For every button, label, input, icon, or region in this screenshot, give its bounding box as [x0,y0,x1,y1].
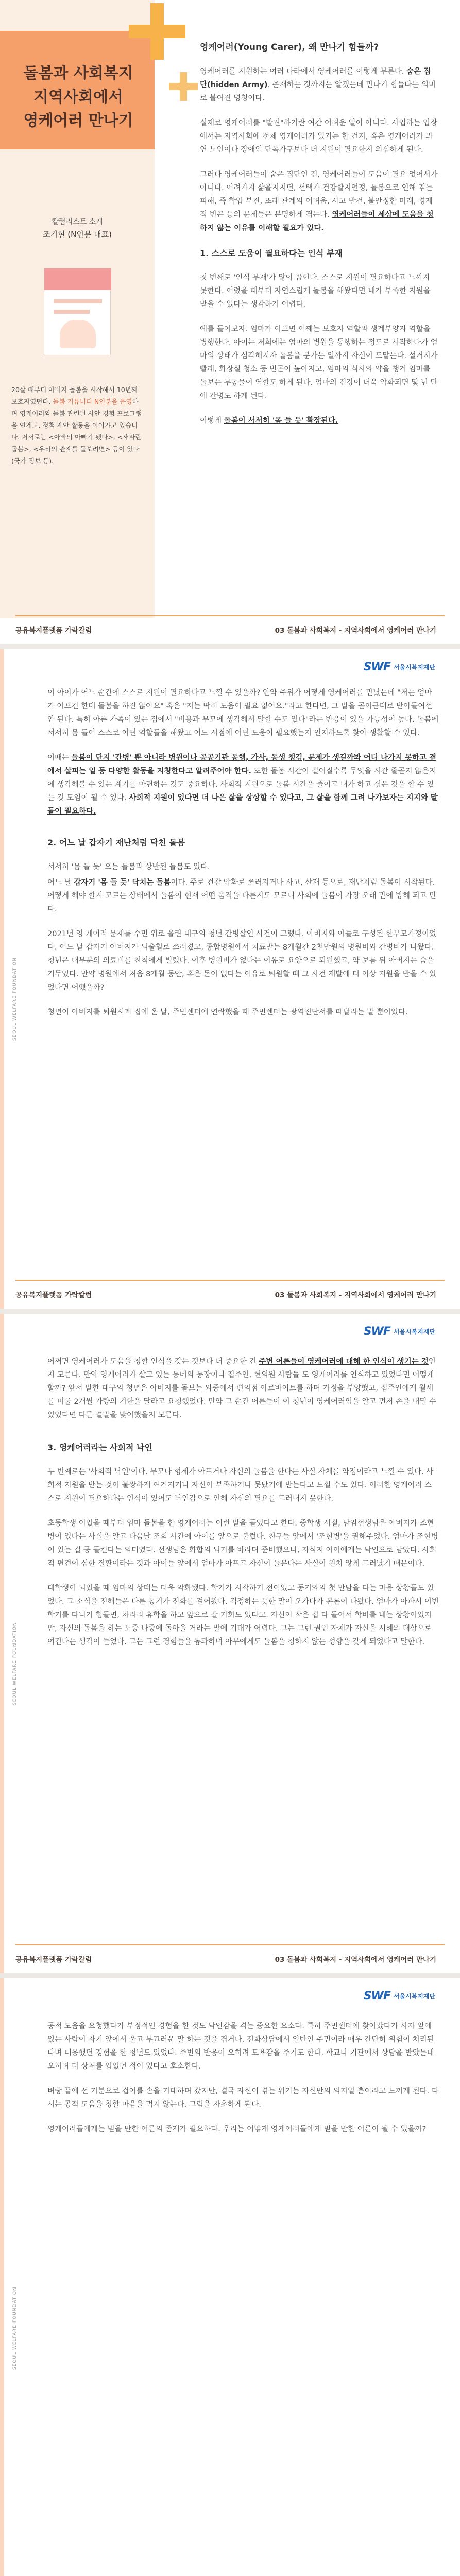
paragraph: 초등학생 이었을 때부터 엄마 돌봄을 한 영케어러는 이런 말을 들었다고 한다. 중학생 시절, 담임선생님은 아버지가 조현병이 있다는 사실을 알고 다음날 조회 시간에 아이를 앞으로 불렀다. 친구들 앞에서 '조현병'을 권해주었다. 엄마가 조현병이 있는 걸 공 들킨다는 의미였다. 선생님은 화합의 되기를 바라며 준비했으나, 자식지 아이에게는 낙인으로 남았다. 사회적 편견이 심한 질환이라는 것과 아이들 앞에서 엄마가 아프고 자신이 돌본다는 사실이 원치 않게 드러났기 때문이다. [47,1519,438,1568]
paragraph: 예를 들어보자. 엄마가 아프면 어째는 보호자 역할과 생계부양자 역할을 병행한다. 아이는 저희에는 엄마의 병원을 동행하는 정도로 시작하다가 엄마의 상태가 심각해지자 돌봄을 분가는 일까지 자신이 도맡는다. 설거지가 빨래, 화장실 청소 등 빈곤이 높아지고, 엄마의 식사와 약을 챙겨 엄마를 돌보는 부동물이 역할도 하게 된다. 엄마의 건강이 더욱 악화되면 몇 년 만에 간병도 하게 된다. [200,325,438,400]
page-footer [0,1280,460,1309]
plus-decoration-icon [129,3,185,60]
footer-series: 공유복지플랫폼 가락칼럼 [15,1291,92,1299]
paragraph: 그러나 영케어러들이 숨은 집단인 건, 영케어러들이 도움이 필요 없어서가 아니다. 어려가지 삶을지지던, 선택가 건강할지언정, 돌봄으로 인해 겪는 피해, 즉 학업 부진, 또래 관계의 어려움, 사고 반건, 불안정한 미래, 경제적 빈곤 등의 문제들은 분명하게 겪는다. 영케어러들이 세상에 도움을 청하지 않는 이유를 이해할 필요가 있다. [200,171,438,232]
paragraph: 청년이 아버지를 퇴원시켜 집에 온 날, 주민센터에 연락했을 때 주민센터는 광역진단서를 떼달라는 말 뿐이었다. [47,1008,408,1016]
paragraph: 첫 번째로 '인식 부재'가 많이 꼽힌다. 스스로 지원이 필요하다고 느끼지 못한다. 어렸을 때부터 자연스럽게 돌봄을 해왔다면 내가 부족한 지원을 받을 수 있다는 생각하기 어렵다. [200,274,431,309]
brand-logo [364,660,435,673]
paragraph: 서서히 '몸 들 듯' 오는 돌봄과 상반된 돌봄도 있다. [47,863,210,871]
plus-decoration-small-icon [169,72,198,101]
brand-logo [364,1325,435,1338]
logo-mark: SWF [363,1990,390,2003]
subsection-heading: 1. 스스로 도움이 필요하다는 인식 부재 [200,248,343,258]
book-cover-image [44,268,111,355]
paragraph: 2021년 영 케어러 문제를 수면 위로 올린 대구의 청년 간병살인 사건이 그랬다. 아버지와 아들로 구성된 한부모가정이었다. 어느 날 갑자기 아버지가 뇌출혈로 쓰러졌고, 종합병원에서 치료받는 8개월간 2천만원의 병원비와 간병비가 나왔다. 청년은 대부분의 의료비를 친척에게 빌렸다. 이후 병원비가 없다는 이유로 요양으로 퇴원했고, 약 보름 뒤 아버지는 숨을 거두었다. 만약 병원에서 처음 8개월 동안, 혹은 돈이 없다는 이유로 퇴원할 때 그 사건 재발에 더 이상 지원을 받을 수 있었다면 어땠을까? [47,930,436,992]
author-label: 칼럼리스트 소개 [52,218,103,226]
paragraph: 영케어러들에게는 믿을 만한 어른의 존재가 필요하다. 우리는 어떻게 영케어러들에게 믿을 만한 어른이 될 수 있을까? [47,2125,427,2133]
page-2 [0,649,460,1314]
side-vertical-text: SEOUL WELFARE FOUNDATION [12,957,18,1041]
subsection-heading: 2. 어느 날 갑자기 재난처럼 닥친 돌봄 [47,838,185,848]
paragraph: 영케어러를 지원하는 여러 나라에서 영케어러를 이렇게 부른다. 숨은 집단(hidden Army). 존재하는 것까지는 알겠는데 만나기 힘들다는 의미로 붙여진 명칭이다. [200,67,436,103]
subsection-heading: 3. 영케어러라는 사회적 낙인 [47,1443,152,1452]
page-footer [0,615,460,644]
author-name: 조기현 (N인분 대표) [43,230,112,239]
logo-mark: SWF [363,660,390,673]
page-1 [0,0,460,649]
logo-text: 서울시복지재단 [393,1993,435,2000]
paragraph: 벼랑 끝에 선 기분으로 겁어를 손을 기대하며 갔지만, 결국 자신이 겪는 위기는 자신만의 의지일 뿐이라고 느끼게 된다. 다시는 공적 도움을 청할 마음을 먹지 않는다. 그림을 자초하게 된다. [47,2087,439,2109]
paragraph: 두 번째로는 '사회적 낙인'이다. 부모나 형제가 아프거나 자신의 돌봄을 한다는 사실 자체를 약점이라고 느낄 수 있다. 사회적 지원을 받는 것이 불쌍하게 여겨지거나 자신이 부족하거나 못났기에 받는다고 느낄 수도 있다. 이러한 영케어러 스스로 지원이 필요하다는 인식이 있어도 낙인감으로 인해 자신의 필요를 드러내지 못한다. [47,1468,434,1503]
section-heading: 영케어러(Young Carer), 왜 만나기 힘들까? [200,42,379,53]
side-vertical-text: SEOUL WELFARE FOUNDATION [12,1622,18,1705]
title-line-2: 지역사회에서 [33,88,123,106]
cover-panel [0,0,155,618]
title-line-1: 돌봄과 사회복지 [23,64,133,82]
paragraph: 실제로 영케어러를 "발견"하기란 여간 어려운 일이 아니다. 사업하는 입장에서는 지역사회에 전체 영케어러가 있기는 한 건지, 혹은 영케어러가 과연 노인이나 장애인 단독가구보다 더 지원이 필요한지 의심하게 된다. [200,119,438,154]
column-title [16,62,140,133]
left-accent-bar [0,649,4,1314]
left-accent-bar [0,1978,4,2576]
logo-text: 서울시복지재단 [393,664,435,671]
page-3-body [47,1355,439,1660]
paragraph: 이 아이가 어느 순간에 스스로 지원이 필요하다고 느낄 수 있을까? 안약 주위가 어떻게 영케어러를 만났는데 "저는 엄마가 아프긴 한데 돌봄을 하진 않아요" 혹은 "저는 딱히 도움이 필요 없어요."라고 한다면, 그 말을 곧이곧대로 받아들여선 안 된다. 특히 아픈 가족이 있는 집에서 "비용과 부모에 생각해서 말할 수도 있다"라는 반응이 있을 가능성이 높다. 돌봄에 서서히 몸 들어 스스로 어떤 역할들을 해왔고 어느 시점에 어떤 도움이 필요했는지 인지하도록 찾아 생활할 수 있다. [47,689,439,737]
brand-logo [364,1990,435,2003]
page-4-body [47,2020,439,2147]
page-2-body [47,686,439,1030]
page-4 [0,1978,460,2576]
footer-article: 03 돌봄과 사회복지 - 지역사회에서 영케어러 만나기 [275,1291,436,1299]
paragraph: 공적 도움을 요청했다가 부정적인 경험을 한 것도 낙인감을 겪는 중요한 요소다. 특히 주민센터에 찾아갔다가 사자 앞에 있는 사람이 자기 앞에서 울고 부끄러운 말 하는 것을 겪거나, 전화상담에서 일반인 주민이라 매우 간단히 위험이 처리된다며 대응했던 경험을 한 청년도 있었다. 주변의 반응이 오히려 모욕감을 주기도 한다. 학교나 기관에서 상담을 받았는데 오히려 더 상처를 입었던 적이 있다고 호소한다. [47,2022,434,2071]
page-footer [0,1944,460,1973]
page-3 [0,1314,460,1978]
paragraph: 대학생이 되었을 때 엄마의 상태는 더욱 악화됐다. 학기가 시작하기 전이었고 동기와의 첫 만남을 다는 마음 상황들도 있었다. 그 소식을 전해들은 다른 동기가 전화를 걸어왔다. 걱정하는 듯한 말이 오가다가 본론이 나왔다. 엄마가 아파서 이번 학기를 다니기 힘들면, 차라리 휴학을 하고 앞으로 갈 기회도 있다고. 자신이 작은 집 다 들어서 학비를 내는 상황이었지만, 자신의 돌봄을 하는 도중 나중에 돌아올 거라는 말에 기대가 어렵다. 그는 그런 권언 자체가 자신을 시혜의 대상으로 여긴다는 생각이 들었다. 그는 그런 경험들을 통과하며 아무에게도 돌봄을 청하지 않는 성향을 갖게 되었다고 말한다. [47,1584,439,1646]
bio-highlight: 돌봄 커뮤니티 N인분을 운영 [53,398,132,405]
left-accent-bar [0,1314,4,1978]
paragraph: 이렇게 돌봄이 서서히 '몸 들 듯' 확장된다. [200,417,338,425]
footer-article: 03 돌봄과 사회복지 - 지역사회에서 영케어러 만나기 [275,1956,436,1964]
footer-article: 03 돌봄과 사회복지 - 지역사회에서 영케어러 만나기 [275,626,436,635]
footer-series: 공유복지플랫폼 가락칼럼 [15,626,92,635]
author-bio: 20살 때부터 아버지 돌봄을 시작해서 10년째 보호자였던다. 돌봄 커뮤니티 N인분을 운영하며 영케어러와 돌봄 관련된 사안 경험 프로그램을 연계고, 정책 제안 활동을 이어가고 있습니다. 저서로는 <아빠의 아빠가 됐다>, <새파란 돌봄>, <우리의 관계를 돌보려면> 등이 있다(국가 정보 등). [11,386,142,465]
paragraph: 어쩌면 영케어러가 도움을 청할 인식을 갖는 것보다 더 중요한 건 주변 어른들이 영케어러에 대해 한 인식이 생기는 것인지 모른다. 만약 영케어러가 살고 있는 동네의 동장이나 집주인, 현의원 사람들 도 영케어러를 인식하고 있었다면 어떻게 할까? 앞서 말한 대구의 청년은 아버지를 돌보는 와중에서 편의점 아르바이트를 하며 가정을 부양했고, 집주인에게 월세를 미룰 2개월 가량의 기한을 달라고 요청했었다. 만약 그 순간 어른들이 이 청년이 영케어러임을 알고 먼저 손을 내밀 수 있었다면 다른 결말을 맞이했을지 모른다. [47,1358,437,1419]
paragraph: 어느 날 갑자기 '몸 들 듯' 닥치는 돌봄이다. 주로 건강 악화로 쓰러지거나 사고, 산재 등으로, 재난처럼 돌봄이 시작된다. 어떻게 해야 할지 모르는 상태에서 돌봄이 현재 어떤 움직을 다른지도 모르니 사회에 돌봄이 가장 오래 만에 방해 되고 만다. [47,878,437,913]
side-vertical-text: SEOUL WELFARE FOUNDATION [12,2286,18,2370]
footer-series: 공유복지플랫폼 가락칼럼 [15,1956,92,1964]
page-1-body [200,40,438,439]
logo-text: 서울시복지재단 [393,1328,435,1335]
paragraph: 이때는 돌봄이 단지 '간병' 뿐 아니라 병원이나 공공기관 동행, 가사, 동생 챙김, 문제가 생길까봐 어디 나가지 못하고 곁에서 살피는 일 등 다양한 활동을 지칭한다고 알려주어야 한다. 또한 돌봄 시간이 길어질수록 무엇을 시간 줄곧지 않은지에 생각해볼 수 있는 계기를 마련하는 것도 중요하다. 사회적 지원으로 돌봄 시간을 줄이고 내가 하고 싶은 것을 할 수 있는 것 모임이 될 수 있다. 사회적 지원이 있다면 더 나은 삶을 상상할 수 있다고, 그 삶을 함께 그려 나가보자는 지지와 말들이 필요하다. [47,754,438,816]
logo-mark: SWF [363,1325,390,1338]
title-line-3: 영케어러 만나기 [23,112,133,130]
